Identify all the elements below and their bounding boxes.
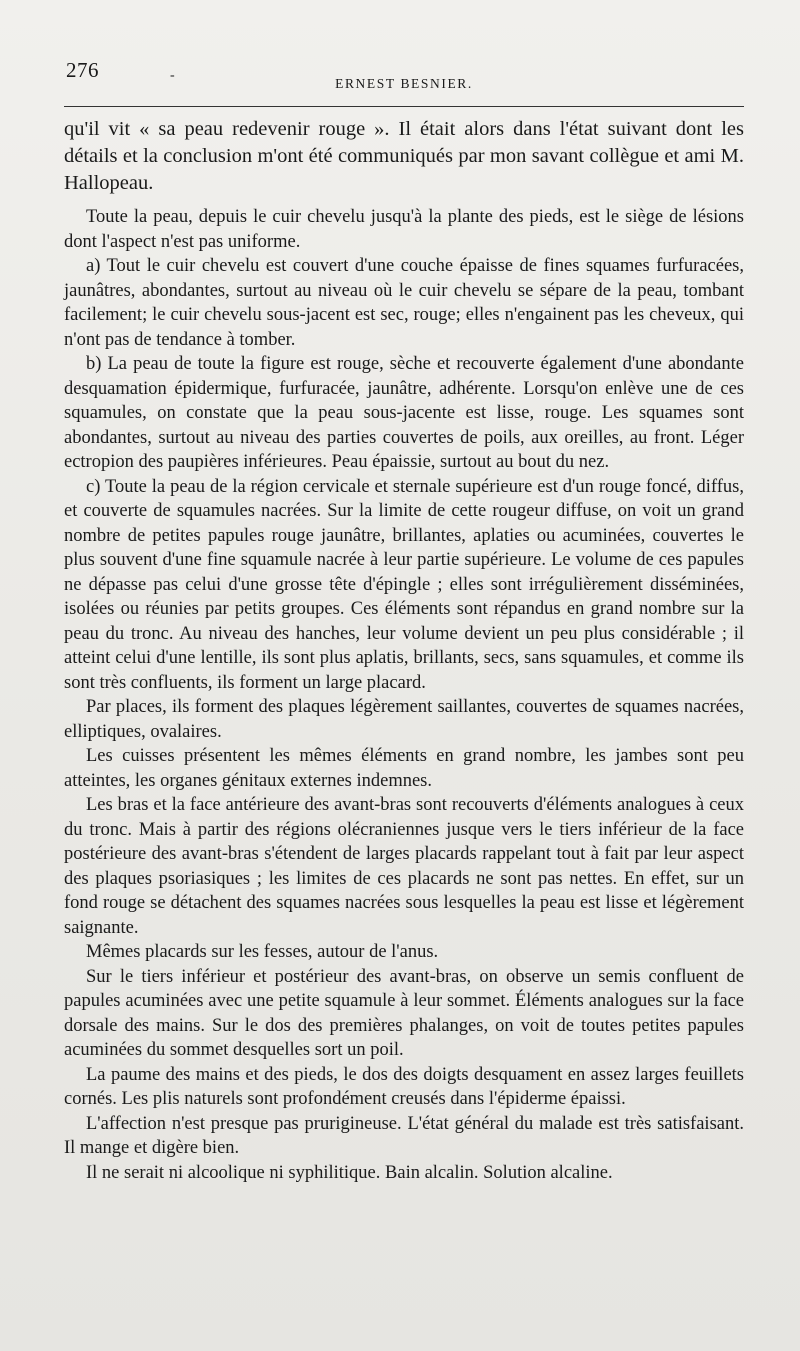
paragraph-forearms: Sur le tiers inférieur et postérieur des avant-bras, on observe un semis confluent de papules acuminées avec une petite squamule à leur sommet. Éléments analogues sur la face dorsale des mains. Sur le dos des premières phalanges, on voit de toutes petites papules acuminées du sommet desquelles sort un poil.	[64, 966, 744, 1060]
body-text	[64, 116, 744, 1185]
paragraph-thighs: Les cuisses présentent les mêmes éléments en grand nombre, les jambes sont peu atteintes, les organes génitaux externes indemnes.	[64, 746, 744, 791]
paragraph-treatment: Il ne serait ni alcoolique ni syphilitique. Bain alcalin. Solution alcaline.	[86, 1162, 613, 1183]
running-head: ERNEST BESNIER.	[335, 76, 473, 91]
header-dot: -	[170, 68, 175, 83]
paragraph-plaques: Par places, ils forment des plaques légèrement saillantes, couvertes de squames nacrées, elliptiques, ovalaires.	[64, 697, 744, 742]
header-rule	[64, 106, 744, 107]
paragraph-a-scalp: a) Tout le cuir chevelu est couvert d'une couche épaisse de fines squames furfuracées, jaunâtres, abondantes, surtout au niveau où le cuir chevelu se sépare de la peau, tombant facilement; le cuir chevelu sous-jacent est sec, rouge; elles n'engainent pas les cheveux, qui n'ont pas de tendance à tomber.	[64, 256, 744, 350]
paragraph-general-state: L'affection n'est presque pas prurigineuse. L'état général du malade est très satisfaisant. Il mange et digère bien.	[64, 1113, 744, 1158]
paragraph-arms: Les bras et la face antérieure des avant-bras sont recouverts d'éléments analogues à ceux du tronc. Mais à partir des régions olécraniennes jusque vers le tiers inférieur de la face postérieure des avant-bras s'étendent de larges placards rappelant tout à fait par leur aspect des plaques psoriasiques ; les limites de ces placards ne sont pas nettes. En effet, sur un fond rouge se détachent des squames nacrées sous lesquelles la peau est lisse et légèrement saignante.	[64, 795, 744, 938]
paragraph-b-face: b) La peau de toute la figure est rouge, sèche et recouverte également d'une abondante desquamation épidermique, furfuracée, jaunâtre, adhérente. Lorsqu'on enlève une de ces squamules, on constate que la peau sous-jacente est lisse, rouge. Les squames sont abondantes, surtout au niveau des parties couvertes de poils, aux oreilles, au front. Léger ectropion des paupières inférieures. Peau épaissie, surtout au bout du nez.	[64, 354, 744, 472]
page-number: 276	[66, 58, 99, 82]
paragraph-intro: Toute la peau, depuis le cuir chevelu jusqu'à la plante des pieds, est le siège de lésions dont l'aspect n'est pas uniforme.	[64, 207, 744, 252]
paragraph-c-neck-trunk: c) Toute la peau de la région cervicale et sternale supérieure est d'un rouge foncé, diffus, et couverte de squamules nacrées. Sur la limite de cette rougeur diffuse, on voit un grand nombre de petites papules rouge jaunâtre, brillantes, aplaties ou acuminées, couvertes le plus souvent d'une fine squamule nacrée à leur partie supérieure. Le volume de ces papules ne dépasse pas celui d'une grosse tête d'épingle ; elles sont irrégulièrement disséminées, isolées ou réunies par petits groupes. Ces éléments sont répandus en grand nombre sur la peau du tronc. Au niveau des hanches, leur volume devient un peu plus considérable ; il atteint celui d'une lentille, ils sont plus aplatis, brillants, secs, sans squamules, et comme ils sont très confluents, ils forment un large placard.	[64, 476, 744, 693]
page-header	[66, 58, 742, 90]
paragraph-continuation: qu'il vit « sa peau redevenir rouge ». Il était alors dans l'état suivant dont les détails et la conclusion m'ont été communiqués par mon savant collègue et ami M. Hallopeau.	[64, 118, 744, 194]
paragraph-palms: La paume des mains et des pieds, le dos des doigts desquament en assez larges feuillets cornés. Les plis naturels sont profondément creusés dans l'épiderme épaissi.	[64, 1064, 744, 1109]
paragraph-buttocks: Mêmes placards sur les fesses, autour de l'anus.	[86, 942, 439, 962]
